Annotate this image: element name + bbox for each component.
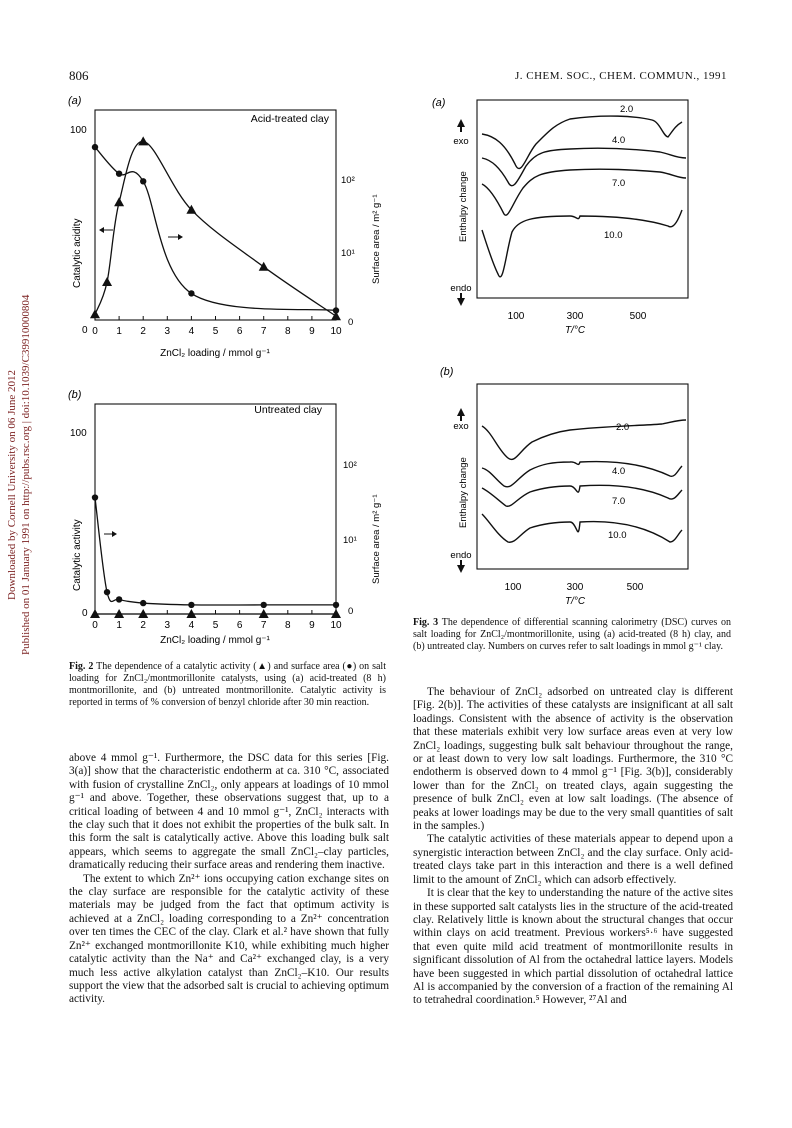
- fig2b-xlabel: ZnCl₂ loading / mmol g⁻¹: [160, 635, 270, 646]
- x-tick-label: 3: [164, 326, 171, 337]
- dsc-curve: [482, 116, 682, 168]
- fig3b-xtick-500: 500: [626, 582, 644, 593]
- publication-notice: Published on 01 January 1991 on http://pubs.rsc.org | doi:10.1039/C39910000804: [20, 294, 32, 655]
- paragraph: It is clear that the key to understanding the nature of the active sites in these supported salt catalysts lies in the structure of the acid-treated clay. Relatively little is known about the structural changes that occur within clays on acid treatment. Previous workers⁵·⁶ have suggested that even quite mild acid treatment of montmorillonite results in significant dissolution of Al from the octahedral lattice layers. Models have been suggested in which partial dissolution of octahedral lattice Al is accompanied by the conversion of a fraction of the remaining Al to tetrahedral coordination.⁵ However, ²⁷Al and: [413, 887, 733, 1007]
- surface-area-curve: [95, 498, 336, 606]
- fig2a-ytick-0: 0: [82, 325, 88, 336]
- right-column: [413, 686, 733, 1008]
- fig3b-ylabel: Enthalpy change: [458, 457, 469, 528]
- surface-area-point: [140, 178, 146, 184]
- surface-area-point: [104, 589, 110, 595]
- x-tick-label: 0: [92, 326, 98, 337]
- x-tick-label: 2: [140, 620, 146, 631]
- surface-area-point: [92, 144, 98, 150]
- surface-area-point: [116, 171, 122, 177]
- fig3a-endo: endo: [450, 283, 472, 294]
- dsc-curve: [482, 514, 682, 542]
- fig2a-y2tick-100: 10²: [341, 175, 355, 186]
- fig2b-y2tick-100: 10²: [343, 460, 357, 471]
- fig3b-xtick-300: 300: [566, 582, 584, 593]
- page-number: 806: [69, 68, 89, 83]
- fig3-caption: [413, 617, 731, 653]
- fig3a-chart: [420, 92, 710, 354]
- fig2a-title: Acid-treated clay: [250, 113, 329, 125]
- left-column: [69, 752, 389, 1007]
- x-tick-label: 5: [212, 326, 219, 337]
- fig2-caption: [69, 661, 386, 709]
- fig3b-curves: [482, 420, 686, 542]
- dsc-curve-label: 4.0: [612, 466, 626, 477]
- fig2a-marks: [90, 136, 341, 320]
- paragraph: above 4 mmol g⁻¹. Furthermore, the DSC data for this series [Fig. 3(a)] show that the characteristic endotherm at ca. 310 °C, associated with fusion of crystalline ZnCl₂, only appears at loadings of 10 mmol g⁻¹ and above. Together, these observations suggest that, up to a critical loading of between 4 and 10 mmol g⁻¹, ZnCl₂ interacts with the clay such that it does not exhibit the properties of the bulk salt. In this form the salt is catalytically active. Above this loading bulk salt appears, which seems to aggregate the small ZnCl₂–clay particles, dramatically reducing their surface areas and rendering them inactive.: [69, 752, 389, 872]
- paragraph: The extent to which Zn²⁺ ions occupying cation exchange sites on the clay surface are responsible for the catalytic activity of these materials may be judged from the fact that optimum activity is achieved at a ZnCl₂ loading corresponding to a Zn²⁺ concentration over ten times the CEC of the clay. Clark et al.² have shown that fully Zn²⁺ exchanged montmorillonite K10, while exhibiting much higher catalytic activity than the Na⁺ and Ca²⁺ exchanged clay, is a very much less active alkylation catalyst than ZnCl₂–K10. Our results support the view that the adsorbed salt is crucial to achieving optimum activity.: [69, 872, 389, 1006]
- dsc-curve: [482, 148, 686, 185]
- x-tick-label: 2: [140, 326, 146, 337]
- fig3b-panel-label: (b): [440, 366, 454, 378]
- fig3-caption-text: The dependence of differential scanning calorimetry (DSC) curves on salt loading for ZnCl₂/montmorillonite, using (a) acid-treated (8 h) clay, and (b) untreated clay. Numbers on curves refer to salt loadings in mmol g⁻¹ clay.: [413, 617, 732, 652]
- activity-point: [90, 309, 100, 318]
- surface-area-point: [261, 602, 267, 608]
- fig3b-endo-arrow: [457, 560, 465, 573]
- x-tick-label: 9: [309, 620, 315, 631]
- download-notice: Downloaded by Cornell University on 06 June 2012: [6, 369, 18, 600]
- fig2a-y2label: Surface area / m² g⁻¹: [371, 194, 382, 284]
- fig2b-ytick-0: 0: [82, 608, 88, 619]
- fig3a-xtick-300: 300: [566, 311, 584, 322]
- fig2b-curves: [95, 498, 336, 614]
- surface-area-point: [333, 307, 339, 313]
- journal-header: J. CHEM. SOC., CHEM. COMMUN., 1991: [515, 70, 727, 82]
- fig2a-panel-label: (a): [68, 95, 82, 107]
- fig2a-xticks: [92, 316, 342, 337]
- activity-point: [102, 277, 112, 286]
- fig2a-frame: [95, 110, 336, 320]
- fig2b-y2tick-10: 10¹: [343, 535, 357, 546]
- fig2a-y2tick-0: 0: [348, 317, 354, 328]
- surface-area-point: [188, 290, 194, 296]
- fig3b-frame: [477, 384, 688, 569]
- fig2b-chart: [60, 386, 382, 651]
- activity-point: [114, 197, 124, 206]
- fig2a-curves: [95, 141, 336, 316]
- x-tick-label: 6: [236, 620, 243, 631]
- fig3a-xtick-500: 500: [629, 311, 647, 322]
- fig2b-y2label: Surface area / m² g⁻¹: [371, 494, 382, 584]
- fig2a-xlabel: ZnCl₂ loading / mmol g⁻¹: [160, 348, 270, 359]
- x-tick-label: 10: [330, 620, 342, 631]
- fig3a-panel-label: (a): [432, 97, 446, 109]
- fig2a-y2tick-10: 10¹: [341, 248, 355, 259]
- x-tick-label: 1: [116, 620, 122, 631]
- dsc-curve-label: 2.0: [616, 422, 630, 433]
- fig2a-chart: [60, 88, 382, 373]
- activity-point: [138, 136, 148, 145]
- fig3b-xlabel: T/°C: [564, 596, 586, 607]
- x-tick-label: 7: [260, 620, 267, 631]
- fig2-caption-label: Fig. 2: [69, 661, 94, 672]
- dsc-curve-label: 10.0: [608, 530, 627, 541]
- x-tick-label: 0: [92, 620, 98, 631]
- x-tick-label: 7: [260, 326, 267, 337]
- surface-area-curve: [95, 147, 336, 310]
- x-tick-label: 4: [188, 326, 195, 337]
- fig2a-arrow-left: [99, 227, 113, 233]
- fig2b-ytick-100: 100: [70, 428, 87, 439]
- fig2b-arrow-right: [104, 531, 117, 537]
- fig2b-panel-label: (b): [68, 389, 82, 401]
- x-tick-label: 5: [212, 620, 219, 631]
- x-tick-label: 8: [285, 326, 291, 337]
- fig2b-ylabel: Catalytic activity: [72, 519, 83, 591]
- paragraph: The catalytic activities of these materials appear to depend upon a synergistic interaction between ZnCl₂ and the clay surface. Only acid-treated clays take part in this interaction and there is a well defined limit to the amount of ZnCl₂ which can adsorb effectively.: [413, 833, 733, 886]
- surface-area-point: [140, 600, 146, 606]
- fig3a-curves: [482, 104, 686, 277]
- dsc-curve: [482, 462, 682, 487]
- dsc-curve: [482, 210, 682, 277]
- fig3a-endo-arrow: [457, 293, 465, 306]
- fig2a-arrow-right: [168, 234, 183, 240]
- x-tick-label: 1: [116, 326, 122, 337]
- x-tick-label: 8: [285, 620, 291, 631]
- fig3a-xtick-100: 100: [507, 311, 525, 322]
- fig3b-exo: exo: [453, 421, 469, 432]
- fig2a-ylabel: Catalytic acidity: [72, 218, 83, 288]
- fig3a-exo-arrow: [457, 119, 465, 132]
- dsc-curve-label: 7.0: [612, 178, 626, 189]
- fig2-caption-text: The dependence of a catalytic activity (▲) and surface area (●) on salt loading for ZnCl₂/montmorillonite catalysts, using (a) acid-treated (8 h) montmorillonite, and (b) untreated montmorillonite. Catalytic activity is reported in terms of % conversion of benzyl chloride after 30 min reaction.: [69, 661, 386, 708]
- dsc-curve-label: 10.0: [604, 230, 623, 241]
- x-tick-label: 3: [164, 620, 171, 631]
- dsc-curve: [482, 420, 686, 459]
- fig2b-y2tick-0: 0: [348, 606, 354, 617]
- paragraph: The behaviour of ZnCl₂ adsorbed on untreated clay is different [Fig. 2(b)]. The activities of these catalysts are insignificant at all salt loadings. Consistent with the absence of activity is the observation that these materials exhibit very low surface areas even at very low ZnCl₂ loadings, suggesting bulk salt behaviour throughout the range, or at least down to very low salt loadings. Furthermore, the 310 °C endotherm is observed down to 4 mmol g⁻¹ [Fig. 3(b)], considerably lower than for the ZnCl₂ on treated clays, again suggesting the presence of bulk ZnCl₂ even at low salt loadings. (The absence of peaks at lower loadings may be due to the very small quantities of salt in the samples.): [413, 686, 733, 833]
- dsc-curve-label: 7.0: [612, 496, 626, 507]
- x-tick-label: 6: [236, 326, 243, 337]
- activity-point: [259, 262, 269, 271]
- dsc-curve: [482, 169, 686, 215]
- x-tick-label: 10: [330, 326, 342, 337]
- fig3a-exo: exo: [453, 136, 469, 147]
- surface-area-point: [188, 602, 194, 608]
- surface-area-point: [333, 602, 339, 608]
- surface-area-point: [92, 494, 98, 500]
- fig3b-chart: [420, 366, 710, 618]
- fig3a-ylabel: Enthalpy change: [458, 171, 469, 242]
- fig2a-ytick-100: 100: [70, 125, 87, 136]
- fig2b-title: Untreated clay: [254, 404, 322, 416]
- fig3b-endo: endo: [450, 550, 472, 561]
- x-tick-label: 9: [309, 326, 315, 337]
- dsc-curve-label: 2.0: [620, 104, 634, 115]
- fig3b-xtick-100: 100: [504, 582, 522, 593]
- fig2b-xticks: [92, 610, 342, 631]
- fig2b-frame: [95, 404, 336, 614]
- fig3b-exo-arrow: [457, 408, 465, 421]
- fig3a-frame: [477, 100, 688, 298]
- surface-area-point: [116, 596, 122, 602]
- activity-curve: [95, 141, 336, 316]
- fig3a-xlabel: T/°C: [564, 325, 586, 336]
- dsc-curve-label: 4.0: [612, 135, 626, 146]
- x-tick-label: 4: [188, 620, 195, 631]
- dsc-curve: [482, 485, 682, 506]
- fig2b-marks: [90, 494, 341, 618]
- fig3-caption-label: Fig. 3: [413, 617, 439, 628]
